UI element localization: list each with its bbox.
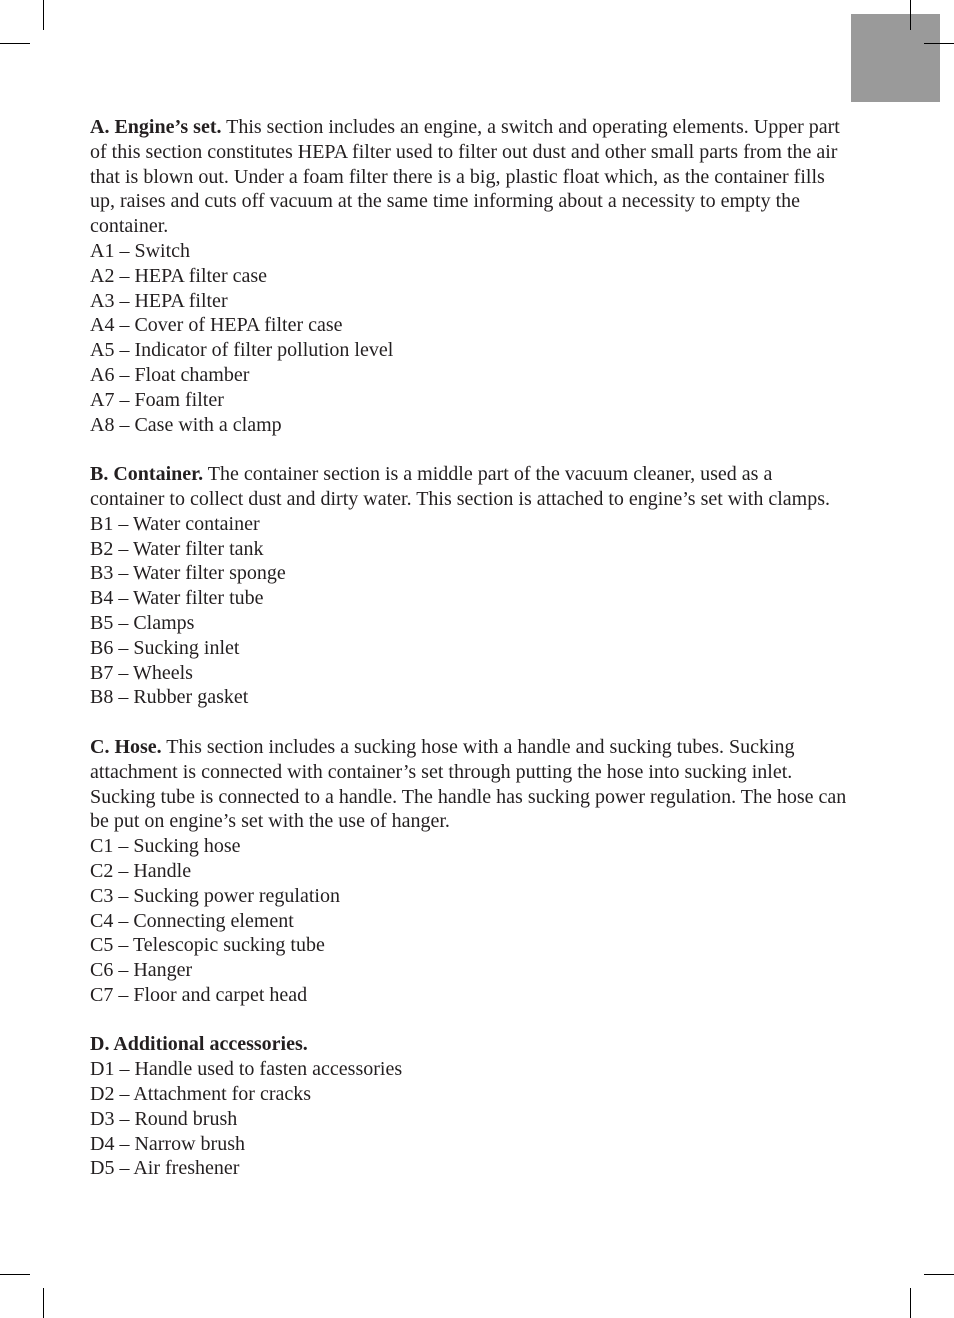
section-additional-accessories — [90, 1032, 850, 1181]
section-description: The container section is a middle part of the vacuum cleaner, used as a container to collect dust and dirty water. This section is attached to engine’s set with clamps. — [90, 463, 830, 510]
crop-mark-bottom-left-horizontal — [0, 1274, 30, 1275]
list-item: A5 – Indicator of filter pollution level — [90, 339, 394, 362]
section-heading: B. Container. — [90, 463, 204, 486]
section-container — [90, 462, 850, 710]
crop-mark-top-left-vertical — [43, 0, 44, 30]
crop-mark-bottom-left-vertical — [43, 1288, 44, 1318]
section-paragraph — [90, 462, 850, 512]
list-item: D4 – Narrow brush — [90, 1132, 245, 1155]
section-description: This section includes an engine, a switch and operating elements. Upper part of this section constitutes HEPA filter used to filter out dust and other small parts from the air that is blown out. Under a foam filter there is a big, plastic float which, as the container fills up, raises and cuts off vacuum at the same time informing about a necessity to empty the container. — [90, 116, 840, 238]
page-tab-marker — [851, 14, 940, 102]
document-body — [90, 115, 850, 1206]
list-item: A8 – Case with a clamp — [90, 413, 282, 436]
crop-mark-top-right-vertical — [910, 0, 911, 30]
section-heading: A. Engine’s set. — [90, 116, 222, 138]
list-item: A6 – Float chamber — [90, 363, 250, 386]
list-item: B6 – Sucking inlet — [90, 636, 240, 659]
list-item: C7 – Floor and carpet head — [90, 983, 308, 1006]
crop-mark-bottom-right-vertical — [910, 1288, 911, 1318]
list-item: A4 – Cover of HEPA filter case — [90, 314, 343, 337]
list-item: C4 – Connecting element — [90, 909, 294, 932]
crop-mark-top-right-horizontal — [924, 43, 954, 44]
list-item: C6 – Hanger — [90, 959, 193, 982]
list-item: C1 – Sucking hose — [90, 835, 241, 858]
list-item: B7 – Wheels — [90, 661, 193, 684]
crop-mark-bottom-right-horizontal — [924, 1274, 954, 1275]
list-item: A7 – Foam filter — [90, 388, 224, 411]
section-paragraph — [90, 735, 850, 834]
list-item: C3 – Sucking power regulation — [90, 884, 340, 907]
list-item: B8 – Rubber gasket — [90, 686, 249, 709]
section-description: This section includes a sucking hose with a handle and sucking tubes. Sucking attachment is connected with container’s set through putting the hose into sucking inlet. Sucking tube is connected to a handle. The handle has sucking power regulation. The hose can be put on engine’s set with the use of hanger. — [90, 735, 847, 833]
list-item: D1 – Handle used to fasten accessories — [90, 1058, 403, 1081]
list-item: B5 – Clamps — [90, 611, 195, 634]
list-item: A3 – HEPA filter — [90, 289, 228, 312]
list-item: B2 – Water filter tank — [90, 537, 264, 560]
section-heading: D. Additional accessories. — [90, 1033, 308, 1056]
list-item: B4 – Water filter tube — [90, 587, 264, 610]
section-paragraph — [90, 115, 850, 239]
list-item: A2 – HEPA filter case — [90, 264, 268, 287]
list-item: D2 – Attachment for cracks — [90, 1083, 312, 1106]
list-item: B3 – Water filter sponge — [90, 562, 286, 585]
section-engine-set — [90, 115, 850, 437]
section-heading: C. Hose. — [90, 735, 162, 758]
crop-mark-top-left-horizontal — [0, 43, 30, 44]
list-item: D5 – Air freshener — [90, 1157, 240, 1180]
section-paragraph — [90, 1032, 850, 1057]
list-item: D3 – Round brush — [90, 1107, 238, 1130]
section-hose — [90, 735, 850, 1008]
list-item: C2 – Handle — [90, 859, 192, 882]
list-item: C5 – Telescopic sucking tube — [90, 934, 325, 957]
list-item: B1 – Water container — [90, 512, 260, 535]
list-item: A1 – Switch — [90, 239, 190, 262]
